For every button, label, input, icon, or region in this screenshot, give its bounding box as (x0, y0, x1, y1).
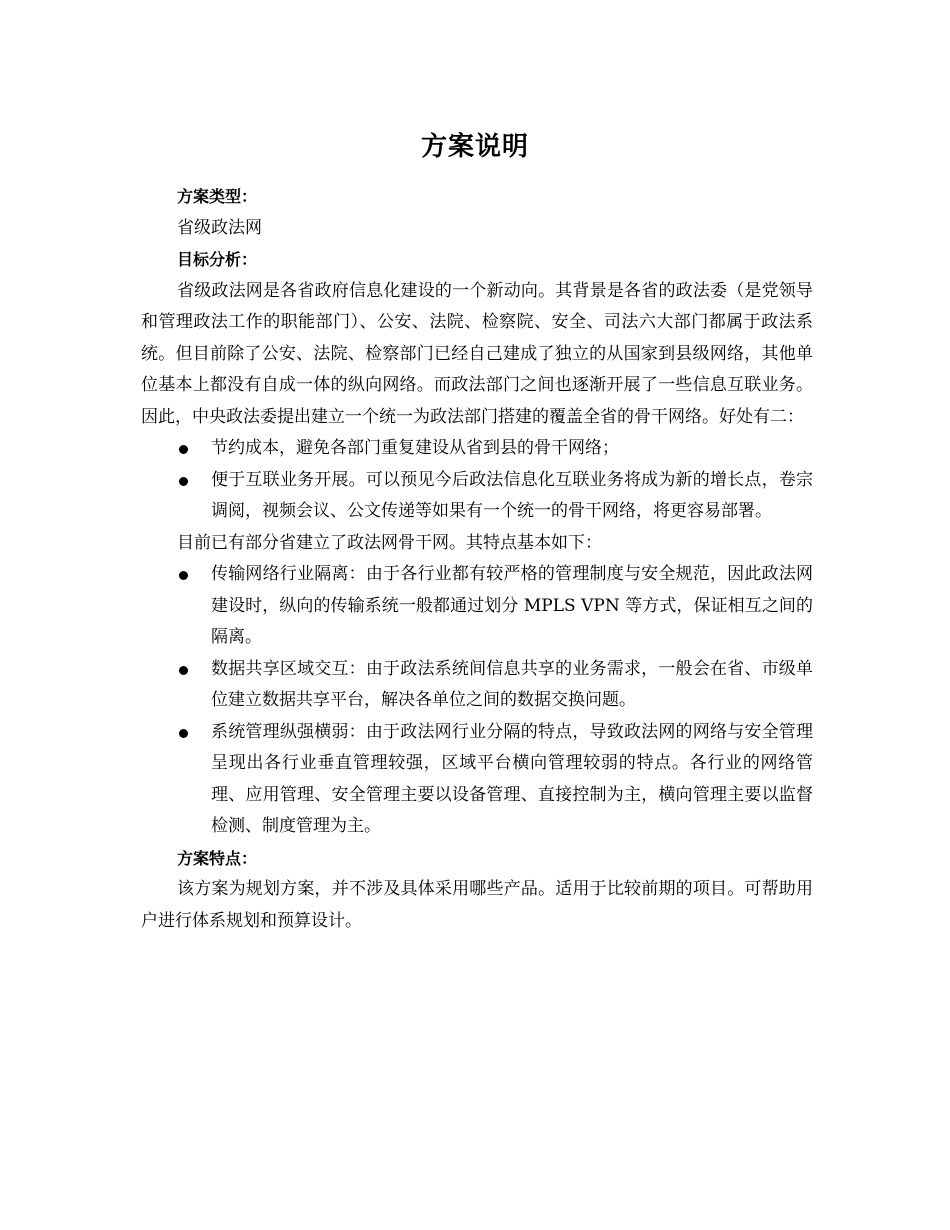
list-item (141, 717, 813, 843)
type-value: 省级政法网 (177, 217, 262, 238)
list-item (141, 559, 813, 654)
list-item (141, 654, 813, 717)
benefit-text: 节约成本，避免各部门重复建设从省到县的骨干网络； (211, 438, 619, 458)
feature-text: 传输网络行业隔离：由于各行业都有较严格的管理制度与安全规范，因此政法网建设时，纵向的传输系统一般都通过划分 MPLS VPN 等方式，保证相互之间的隔离。 (211, 564, 813, 647)
section-heading-analysis: 目标分析： (177, 250, 258, 269)
list-item (141, 465, 813, 528)
bullet-icon (179, 666, 188, 675)
bullet-icon (179, 571, 188, 580)
feature-text: 系统管理纵强横弱：由于政法网行业分隔的特点，导致政法网的网络与安全管理呈现出各行业垂直管理较强，区域平台横向管理较弱的特点。各行业的网络管理、应用管理、安全管理主要以设备管理、直接控制为主，横向管理主要以监督检测、制度管理为主。 (211, 721, 813, 836)
benefits-list (141, 433, 813, 528)
section-heading-features: 方案特点： (177, 848, 258, 868)
list-item (141, 433, 813, 465)
features-list (141, 559, 813, 843)
section-heading-type: 方案类型： (177, 187, 258, 206)
document-title: 方案说明 (420, 132, 529, 162)
feature-text: 数据共享区域交互：由于政法系统间信息共享的业务需求，一般会在省、市级单位建立数据共享平台，解决各单位之间的数据交换问题。 (211, 658, 813, 710)
bullet-icon (179, 477, 188, 486)
current-intro: 目前已有部分省建立了政法网骨干网。其特点基本如下： (177, 532, 602, 553)
feature-paragraph: 该方案为规划方案，并不涉及具体采用哪些产品。适用于比较前期的项目。可帮助用户进行体系规划和预算设计。 (141, 879, 813, 931)
document-body (141, 181, 813, 937)
bullet-icon (179, 729, 188, 738)
analysis-paragraph: 省级政法网是各省政府信息化建设的一个新动向。其背景是各省的政法委（是党领导和管理政法工作的职能部门）、公安、法院、检察院、安全、司法六大部门都属于政法系统。但目前除了公安、法院、检察部门已经自己建成了独立的从国家到县级网络，其他单位基本上都没有自成一体的纵向网络。而政法部门之间也逐渐开展了一些信息互联业务。因此，中央政法委提出建立一个统一为政法部门搭建的覆盖全省的骨干网络。好处有二： (141, 280, 813, 427)
bullet-icon (179, 445, 188, 454)
benefit-text: 便于互联业务开展。可以预见今后政法信息化互联业务将成为新的增长点，卷宗调阅，视频会议、公文传递等如果有一个统一的骨干网络，将更容易部署。 (211, 469, 813, 521)
